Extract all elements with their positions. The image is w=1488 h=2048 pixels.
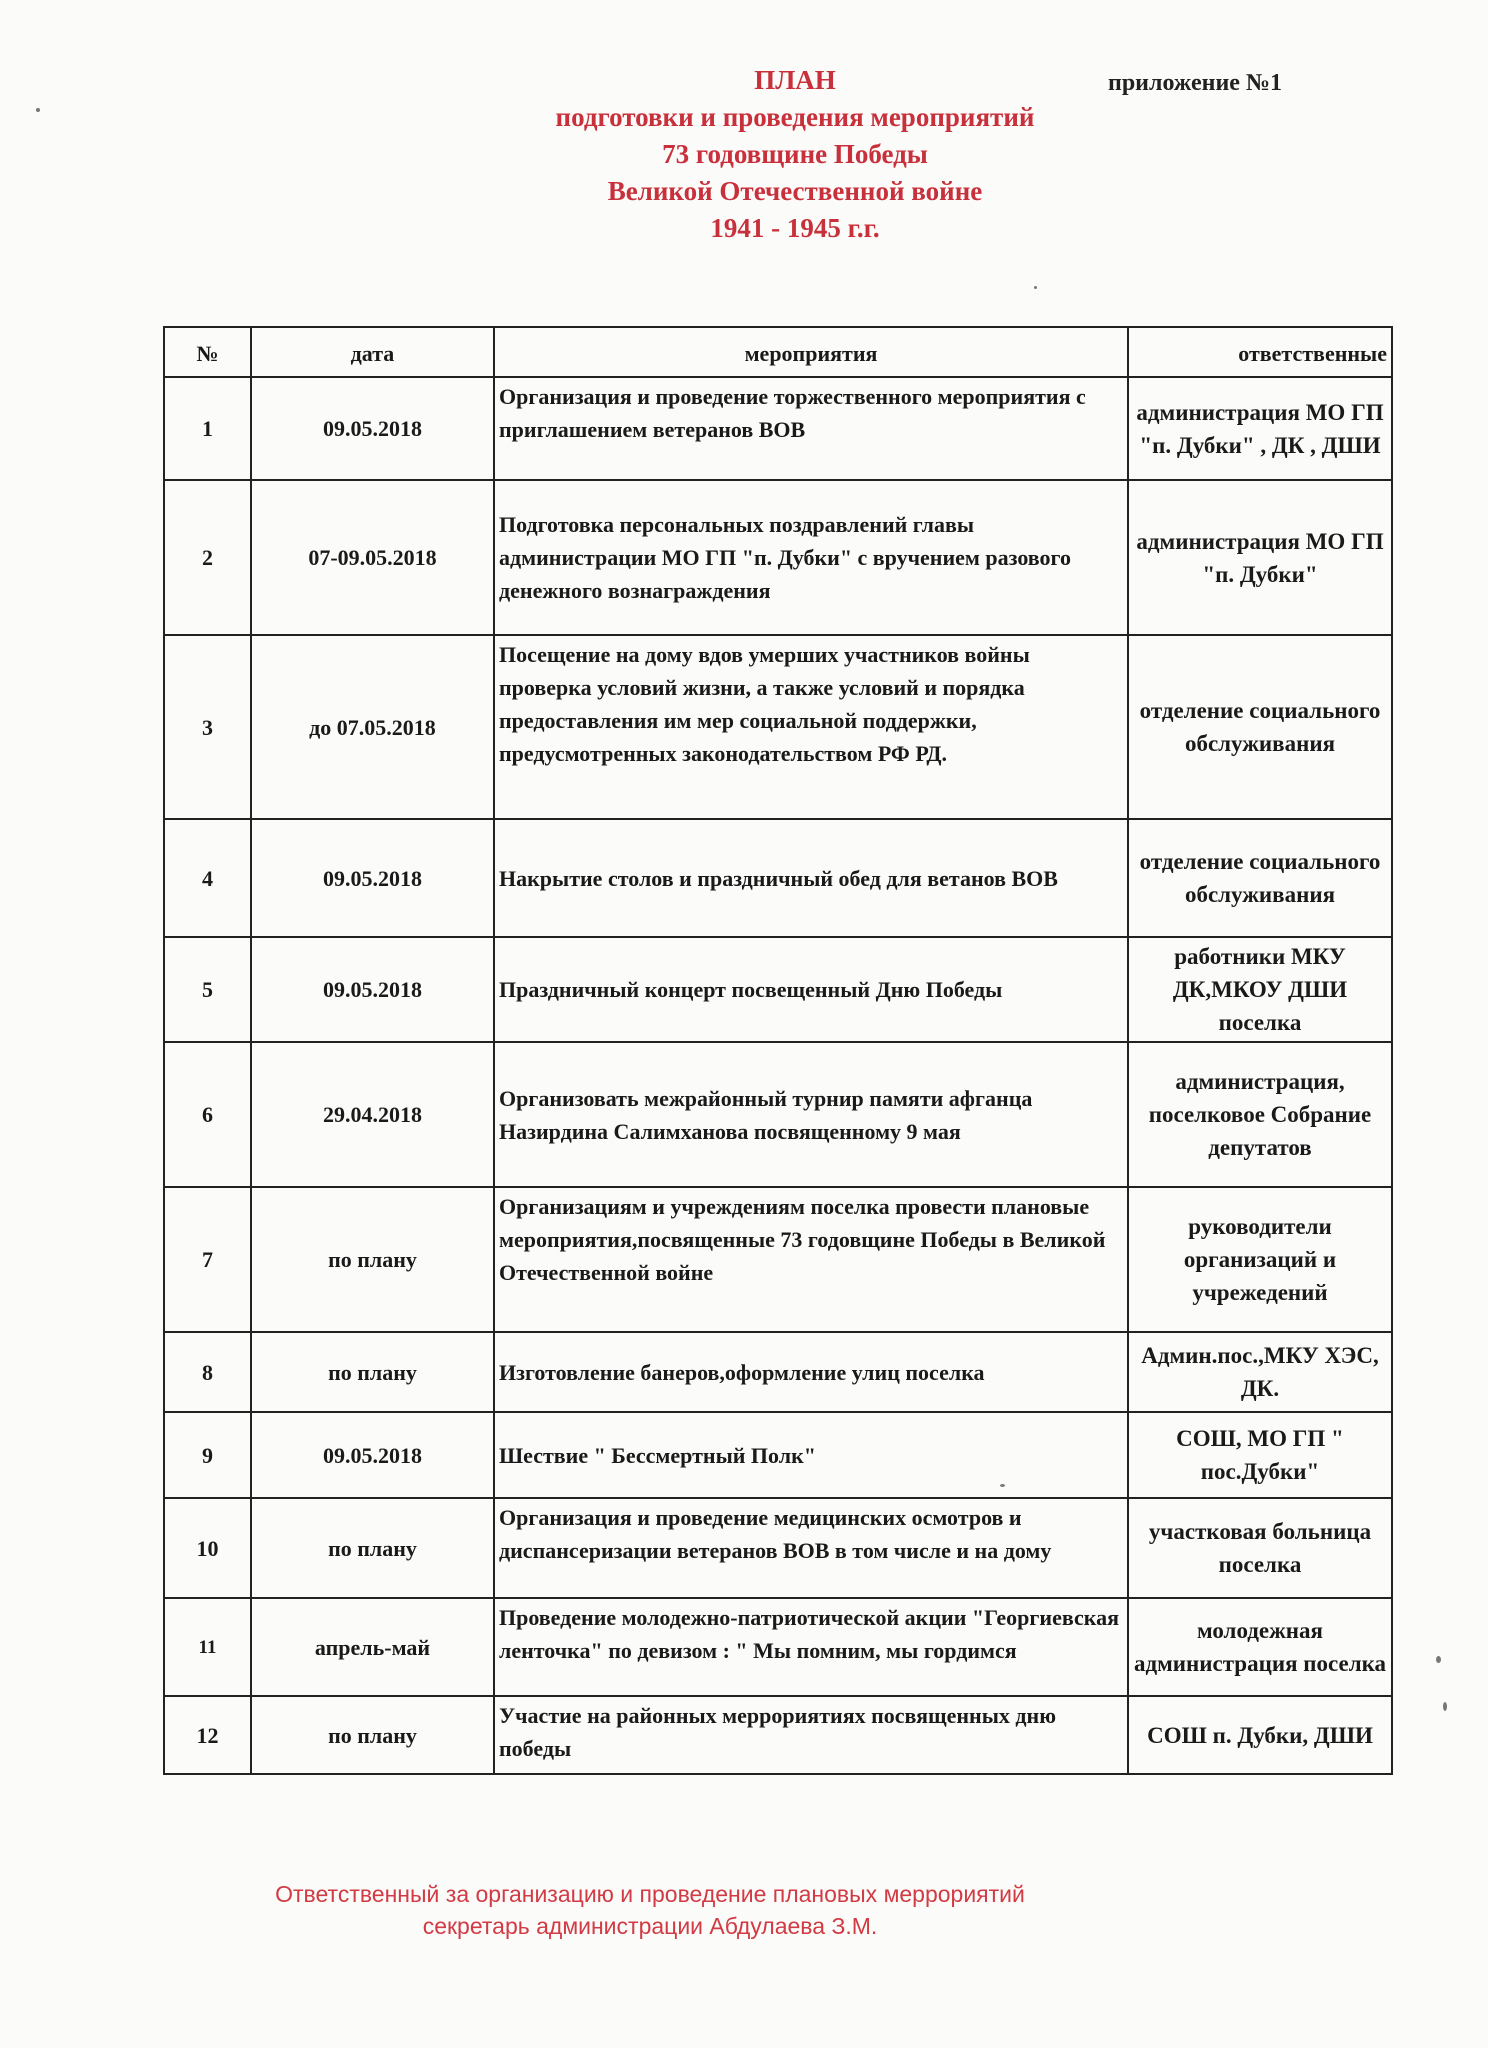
row-activity: Организация и проведение медицинских осмотров и диспансеризации ветеранов ВОВ в том числе и на дому	[494, 1498, 1128, 1598]
column-header-activities: мероприятия	[494, 327, 1128, 377]
column-header-number: №	[164, 327, 251, 377]
appendix-label: приложение №1	[1108, 70, 1283, 96]
title-line: Великой Отечественной войне	[607, 176, 983, 206]
row-date: по плану	[251, 1187, 494, 1332]
row-number: 11	[164, 1598, 251, 1696]
row-number: 5	[164, 937, 251, 1042]
table-row	[164, 937, 1392, 1042]
row-activity: Проведение молодежно-патриотической акции "Георгиевская ленточка" по девизом : " Мы помним, мы гордимся	[494, 1598, 1128, 1696]
column-header-responsible: ответственные	[1128, 327, 1392, 377]
table-row	[164, 819, 1392, 937]
row-responsible: руководители организаций и учрежедений	[1128, 1187, 1392, 1332]
footer-signature	[150, 1878, 1150, 1942]
title-line: 1941 - 1945 г.г.	[710, 213, 880, 243]
row-responsible: администрация МО ГП "п. Дубки"	[1128, 480, 1392, 635]
table-row	[164, 1332, 1392, 1412]
row-responsible: молодежная администрация поселка	[1128, 1598, 1392, 1696]
row-date: 09.05.2018	[251, 377, 494, 480]
table-row	[164, 1412, 1392, 1498]
row-activity: Подготовка персональных поздравлений главы администрации МО ГП "п. Дубки" с вручением разового денежного вознаграждения	[494, 480, 1128, 635]
row-date: по плану	[251, 1498, 494, 1598]
row-activity: Шествие " Бессмертный Полк"	[494, 1412, 1128, 1498]
table-row	[164, 377, 1392, 480]
row-number: 10	[164, 1498, 251, 1598]
row-activity: Праздничный концерт посвещенный Дню Победы	[494, 937, 1128, 1042]
table-header-row	[164, 327, 1392, 377]
row-responsible: работники МКУ ДК,МКОУ ДШИ поселка	[1128, 937, 1392, 1042]
table-row	[164, 1598, 1392, 1696]
row-number: 12	[164, 1696, 251, 1774]
row-number: 7	[164, 1187, 251, 1332]
title-line: 73 годовщине Победы	[662, 139, 928, 169]
row-activity: Организация и проведение торжественного мероприятия с приглашением ветеранов ВОВ	[494, 377, 1128, 480]
row-date: 07-09.05.2018	[251, 480, 494, 635]
row-responsible: СОШ, МО ГП " пос.Дубки"	[1128, 1412, 1392, 1498]
footer-line: Ответственный за организацию и проведение плановых меррориятий	[275, 1881, 1025, 1907]
row-responsible: отделение социального обслуживания	[1128, 819, 1392, 937]
column-header-date: дата	[251, 327, 494, 377]
row-date: 29.04.2018	[251, 1042, 494, 1187]
table-row	[164, 1187, 1392, 1332]
row-date: по плану	[251, 1696, 494, 1774]
table-row	[164, 635, 1392, 819]
title-line: ПЛАН	[754, 65, 836, 95]
row-number: 9	[164, 1412, 251, 1498]
table-row	[164, 480, 1392, 635]
table-row	[164, 1498, 1392, 1598]
scan-speck	[36, 108, 40, 112]
table-row	[164, 1042, 1392, 1187]
row-number: 6	[164, 1042, 251, 1187]
document-title	[395, 62, 1195, 247]
title-line: подготовки и проведения мероприятий	[555, 102, 1035, 132]
row-responsible: администрация, поселковое Собрание депутатов	[1128, 1042, 1392, 1187]
row-date: по плану	[251, 1332, 494, 1412]
footer-line: секретарь администрации Абдулаева З.М.	[422, 1913, 878, 1939]
row-activity: Накрытие столов и праздничный обед для ветанов ВОВ	[494, 819, 1128, 937]
row-responsible: участковая больница поселка	[1128, 1498, 1392, 1598]
row-responsible: отделение социального обслуживания	[1128, 635, 1392, 819]
row-responsible: администрация МО ГП "п. Дубки" , ДК , ДШИ	[1128, 377, 1392, 480]
row-number: 4	[164, 819, 251, 937]
row-date: 09.05.2018	[251, 819, 494, 937]
scan-speck	[1436, 1656, 1441, 1663]
row-date: 09.05.2018	[251, 937, 494, 1042]
row-number: 1	[164, 377, 251, 480]
row-number: 8	[164, 1332, 251, 1412]
row-activity: Участие на районных меррориятиях посвященных дню победы	[494, 1696, 1128, 1774]
row-activity: Изготовление банеров,оформление улиц поселка	[494, 1332, 1128, 1412]
row-activity: Организовать межрайонный турнир памяти афганца Назирдина Салимханова посвященному 9 мая	[494, 1042, 1128, 1187]
scan-speck	[1000, 1484, 1005, 1487]
row-activity: Организациям и учреждениям поселка провести плановые мероприятия,посвященные 73 годовщине Победы в Великой Отечественной войне	[494, 1187, 1128, 1332]
scan-speck	[1034, 286, 1037, 289]
row-responsible: Админ.пос.,МКУ ХЭС, ДК.	[1128, 1332, 1392, 1412]
row-number: 2	[164, 480, 251, 635]
plan-table	[163, 326, 1393, 1775]
table-row	[164, 1696, 1392, 1774]
row-date: до 07.05.2018	[251, 635, 494, 819]
row-date: апрель-май	[251, 1598, 494, 1696]
row-date: 09.05.2018	[251, 1412, 494, 1498]
row-activity: Посещение на дому вдов умерших участников войны проверка условий жизни, а также условий и порядка предоставления им мер социальной поддержки, предусмотренных законодательством РФ РД.	[494, 635, 1128, 819]
row-responsible: СОШ п. Дубки, ДШИ	[1128, 1696, 1392, 1774]
scan-speck	[1443, 1702, 1447, 1711]
row-number: 3	[164, 635, 251, 819]
